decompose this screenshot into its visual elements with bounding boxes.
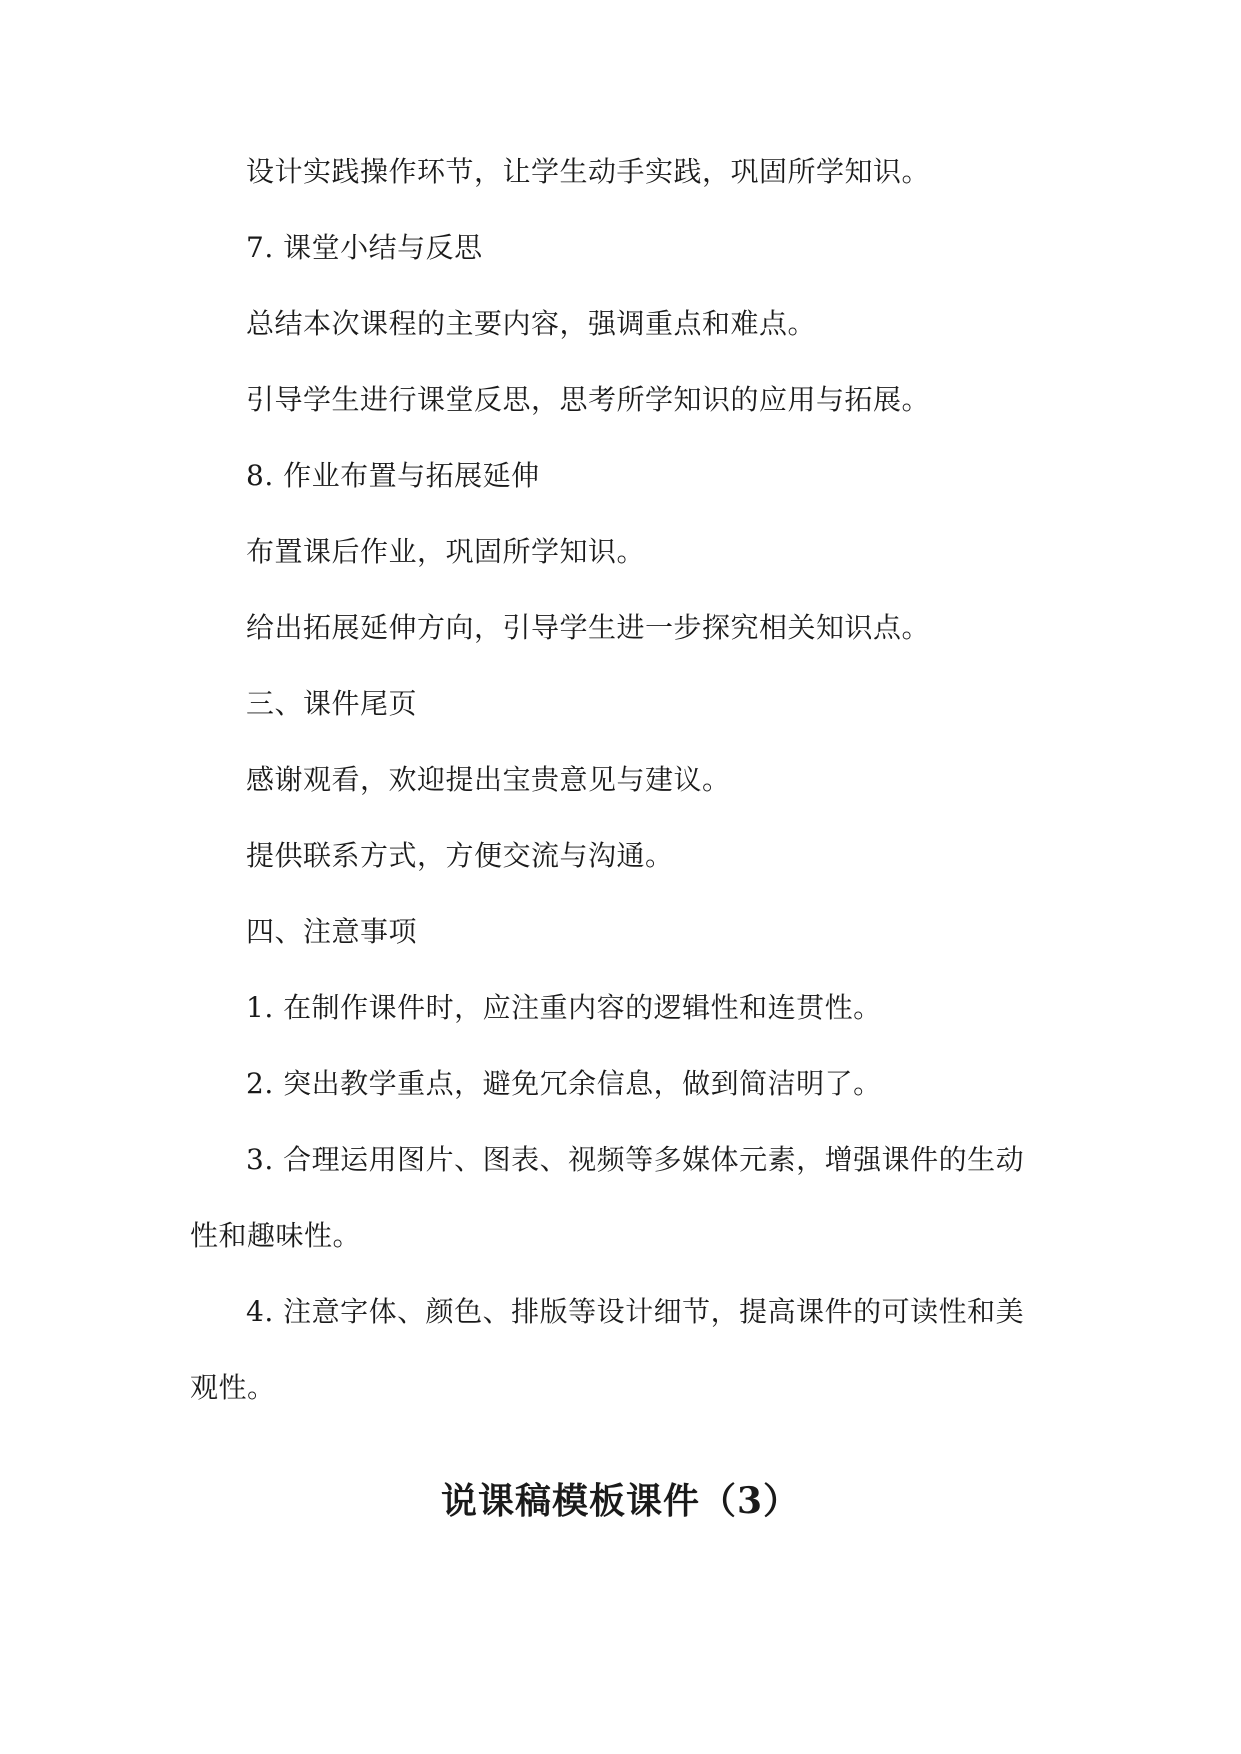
heading-courseware-end: 三、课件尾页 [246,687,418,720]
paragraph-summary: 总结本次课程的主要内容，强调重点和难点。 [246,307,817,340]
heading-homework-extension: 8. 作业布置与拓展延伸 [246,459,540,492]
paragraph-reflection: 引导学生进行课堂反思，思考所学知识的应用与拓展。 [246,383,931,416]
heading-notes: 四、注意事项 [246,915,418,948]
note-item-2: 2. 突出教学重点，避免冗余信息，做到简洁明了。 [246,1067,882,1100]
paragraph-thanks: 感谢观看，欢迎提出宝贵意见与建议。 [246,763,731,796]
paragraph-practice-design: 设计实践操作环节，让学生动手实践，巩固所学知识。 [246,155,931,188]
note-item-4-continued: 观性。 [190,1371,276,1404]
note-item-1: 1. 在制作课件时，应注重内容的逻辑性和连贯性。 [246,991,882,1024]
heading-summary-reflection: 7. 课堂小结与反思 [246,231,483,264]
note-item-3-continued: 性和趣味性。 [190,1219,362,1252]
paragraph-contact: 提供联系方式，方便交流与沟通。 [246,839,674,872]
section-title: 说课稿模板课件（3） [440,1480,801,1522]
note-item-3: 3. 合理运用图片、图表、视频等多媒体元素，增强课件的生动 [246,1143,1025,1176]
paragraph-extension: 给出拓展延伸方向，引导学生进一步探究相关知识点。 [246,611,931,644]
note-item-4: 4. 注意字体、颜色、排版等设计细节，提高课件的可读性和美 [246,1295,1025,1328]
paragraph-homework: 布置课后作业，巩固所学知识。 [246,535,646,568]
